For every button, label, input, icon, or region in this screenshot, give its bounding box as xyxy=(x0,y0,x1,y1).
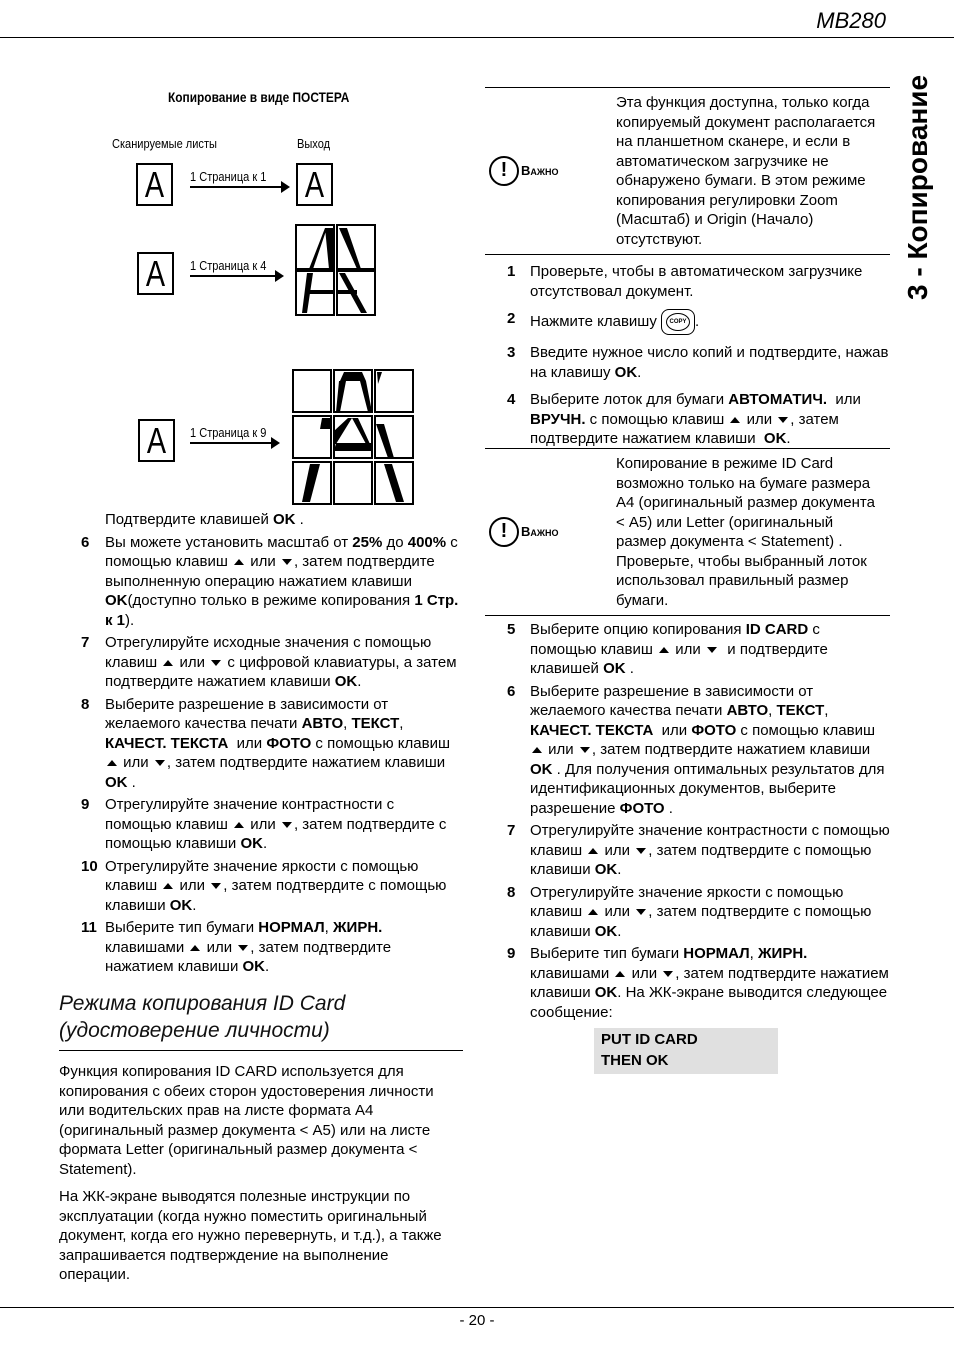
lcd-line-1: PUT ID CARD xyxy=(601,1031,698,1048)
diagram-col-scan: Сканируемые листы xyxy=(112,136,217,151)
arrow-up-icon xyxy=(190,945,200,951)
important-text-1: Эта функция доступна, только когда копируемый документ располагается на планшетном сканере, и если в автоматическом загрузчике не обнаружено бумаги. В этом режиме копирования регулировки Zoom (Масштаб) и Origin (Начало) отсутствуют. xyxy=(616,94,876,248)
step-number: 7 xyxy=(507,822,516,839)
step-number: 5 xyxy=(507,621,516,638)
lcd-message xyxy=(594,1028,778,1074)
arrow-down-icon xyxy=(636,909,646,915)
arrow-up-icon xyxy=(588,848,598,854)
step-item xyxy=(59,533,463,631)
arrow-up-icon xyxy=(163,660,173,666)
scan-sheet-1: A xyxy=(136,163,173,206)
step-number: 11 xyxy=(81,919,97,936)
arrow-up-icon xyxy=(659,647,669,653)
arrow-up-icon xyxy=(234,822,244,828)
arrow-up-icon xyxy=(615,971,625,977)
step-number: 6 xyxy=(81,533,90,551)
scan-sheet-3: A xyxy=(138,419,175,462)
step-text: Выберите разрешение в зависимости от желаемого качества печати АВТО, ТЕКСТ, КАЧЕСТ. ТЕКСТА или ФОТО с помощью клавиш или , затем подтвердите нажатием клавиши OK . xyxy=(105,695,450,791)
arrow-down-icon xyxy=(282,559,292,565)
arrow-down-icon xyxy=(238,945,248,951)
step-text: Нажмите клавишу COPY . xyxy=(530,309,890,335)
lcd-line-2: THEN OK xyxy=(601,1052,669,1069)
important-label: ! Важно xyxy=(489,156,559,186)
step-text: Отрегулируйте значение контрастности с помощью клавиш или , затем подтвердите с помощью клавиши OK. xyxy=(530,822,890,878)
step-item xyxy=(59,695,463,793)
step-number: 1 xyxy=(507,263,516,280)
step-item xyxy=(485,944,890,1022)
row-label-1to9: 1 Страница к 9 xyxy=(190,425,267,440)
arrow-down-icon xyxy=(211,660,221,666)
arrow-down-icon xyxy=(211,883,221,889)
left-steps xyxy=(59,510,463,977)
output-4-pages xyxy=(295,224,377,316)
step-text: Отрегулируйте значение яркости с помощью клавиш или , затем подтвердите с помощью клавиши OK. xyxy=(105,857,447,914)
row-label-1to4: 1 Страница к 4 xyxy=(190,258,267,273)
copy-key-icon: COPY xyxy=(661,309,695,335)
step-text: Отрегулируйте значение контрастности с помощью клавиш или , затем подтвердите с помощью клавиши OK. xyxy=(105,796,447,852)
step-item xyxy=(59,795,463,854)
step-item xyxy=(485,682,890,819)
step-item xyxy=(485,343,890,382)
arrow-up-icon xyxy=(107,760,117,766)
step-item xyxy=(485,262,890,301)
step-number: 10 xyxy=(81,857,98,875)
step-number: 9 xyxy=(81,796,90,813)
arrow-down-icon xyxy=(155,760,165,766)
step-text: Проверьте, чтобы в автоматическом загрузчике отсутствовал документ. xyxy=(530,263,863,300)
arrow-icon xyxy=(190,442,278,444)
important-label: ! Важно xyxy=(489,517,559,547)
step-number: 2 xyxy=(507,310,516,327)
step-number: 8 xyxy=(507,883,516,901)
step-text: Выберите тип бумаги НОРМАЛ, ЖИРН. клавишами или , затем подтвердите нажатием клавиши OK. xyxy=(105,919,392,975)
header-divider xyxy=(0,37,954,38)
arrow-up-icon xyxy=(588,909,598,915)
arrow-down-icon xyxy=(663,971,673,977)
arrow-down-icon xyxy=(707,647,717,653)
row-label-1to1: 1 Страница к 1 xyxy=(190,169,267,184)
step-text: Вы можете установить масштаб от 25% до 400% с помощью клавиш или , затем подтвердите выполненную операцию нажатием клавиши OK(доступно только в режиме копирования 1 Стр. к 1). xyxy=(105,533,463,629)
step-text: Выберите тип бумаги НОРМАЛ, ЖИРН. клавишами или , затем подтвердите нажатием клавиши OK. На ЖК-экране выводится следующее сообщение: xyxy=(530,945,889,1021)
section-title: Режима копирования ID Card (удостоверение личности) xyxy=(59,990,463,1051)
diagram-col-out: Выход xyxy=(297,136,331,151)
important-note-1 xyxy=(485,87,890,255)
step-text: Выберите лоток для бумаги АВТОМАТИЧ. или ВРУЧН. с помощью клавиш или , затем подтвердите нажатием клавиши OK. xyxy=(530,391,861,447)
output-sheet-1: A xyxy=(296,163,333,206)
step-number: 7 xyxy=(81,634,90,651)
lcd-instructions-para: На ЖК-экране выводятся полезные инструкции по эксплуатации (когда нужно поместить оригинальный документ, когда его нужно перевернуть, и т.д.), а также запрашивается подтверждение на выполнение операции. xyxy=(59,1188,442,1283)
model-title: MB280 xyxy=(816,8,886,33)
right-steps-a xyxy=(485,262,890,449)
step-item xyxy=(485,309,890,335)
warning-icon: ! xyxy=(489,156,519,186)
right-steps-b xyxy=(485,620,890,1022)
step-text: Введите нужное число копий и подтвердите, нажав на клавишу OK. xyxy=(530,344,889,381)
step-text: Выберите опцию копирования ID CARD с помощью клавиш или и подтвердите клавишей OK . xyxy=(530,621,828,677)
step-item xyxy=(59,918,463,977)
arrow-up-icon xyxy=(730,417,740,423)
step-item xyxy=(485,883,890,942)
left-step-list xyxy=(59,533,463,977)
step-text: Отрегулируйте исходные значения с помощью клавиш или с цифровой клавиатуры, а затем подтвердите нажатием клавиши OK. xyxy=(105,634,457,690)
step-number: 6 xyxy=(507,682,516,700)
step-number: 8 xyxy=(81,695,90,713)
important-note-2 xyxy=(485,448,890,616)
confirm-line: Подтвердите клавишей OK . xyxy=(105,511,304,528)
step-number: 4 xyxy=(507,391,516,408)
step-text: Выберите разрешение в зависимости от желаемого качества печати АВТО, ТЕКСТ, КАЧЕСТ. ТЕКСТА или ФОТО с помощью клавиш или , затем подтвердите нажатием клавиши OK . Для получения оптимальных результатов для идентификационных документов, выберите разрешение ФОТО . xyxy=(530,682,885,817)
important-text-2: Копирование в режиме ID Card возможно только на бумаге размера A4 (оригинальный размер документа < A5) или Letter (оригинальный размер документа < Statement) . Проверьте, чтобы выбранный лоток использовал правильный размер бумаги. xyxy=(616,455,875,609)
footer-divider xyxy=(0,1307,954,1308)
scan-sheet-2: A xyxy=(137,252,174,295)
step-item xyxy=(59,857,463,916)
warning-icon: ! xyxy=(489,517,519,547)
arrow-up-icon xyxy=(532,747,542,753)
arrow-down-icon xyxy=(778,417,788,423)
poster-diagram xyxy=(100,80,430,510)
arrow-up-icon xyxy=(163,883,173,889)
step-item xyxy=(485,390,890,449)
arrow-icon xyxy=(190,186,288,188)
chapter-tab: 3 - Копирование xyxy=(902,74,933,300)
step-item xyxy=(485,620,890,679)
arrow-down-icon xyxy=(636,848,646,854)
step-text: Отрегулируйте значение яркости с помощью клавиш или , затем подтвердите с помощью клавиши OK. xyxy=(530,883,872,940)
output-9-pages xyxy=(292,369,414,507)
step-item xyxy=(485,821,890,880)
step-number: 3 xyxy=(507,344,516,361)
diagram-title: Копирование в виде ПОСТЕРА xyxy=(168,89,350,105)
arrow-down-icon xyxy=(580,747,590,753)
arrow-icon xyxy=(190,275,282,277)
step-number: 9 xyxy=(507,945,516,962)
page-number: - 20 - xyxy=(459,1312,495,1329)
id-card-intro: Функция копирования ID CARD используется для копирования с обеих сторон удостоверения личности или водительских прав на листе формата A4 (оригинальный размер документа < A5) или на листе формата Letter (оригинальный размер документа < Statement). xyxy=(59,1063,434,1178)
step-item xyxy=(59,633,463,692)
arrow-down-icon xyxy=(282,822,292,828)
arrow-up-icon xyxy=(234,559,244,565)
